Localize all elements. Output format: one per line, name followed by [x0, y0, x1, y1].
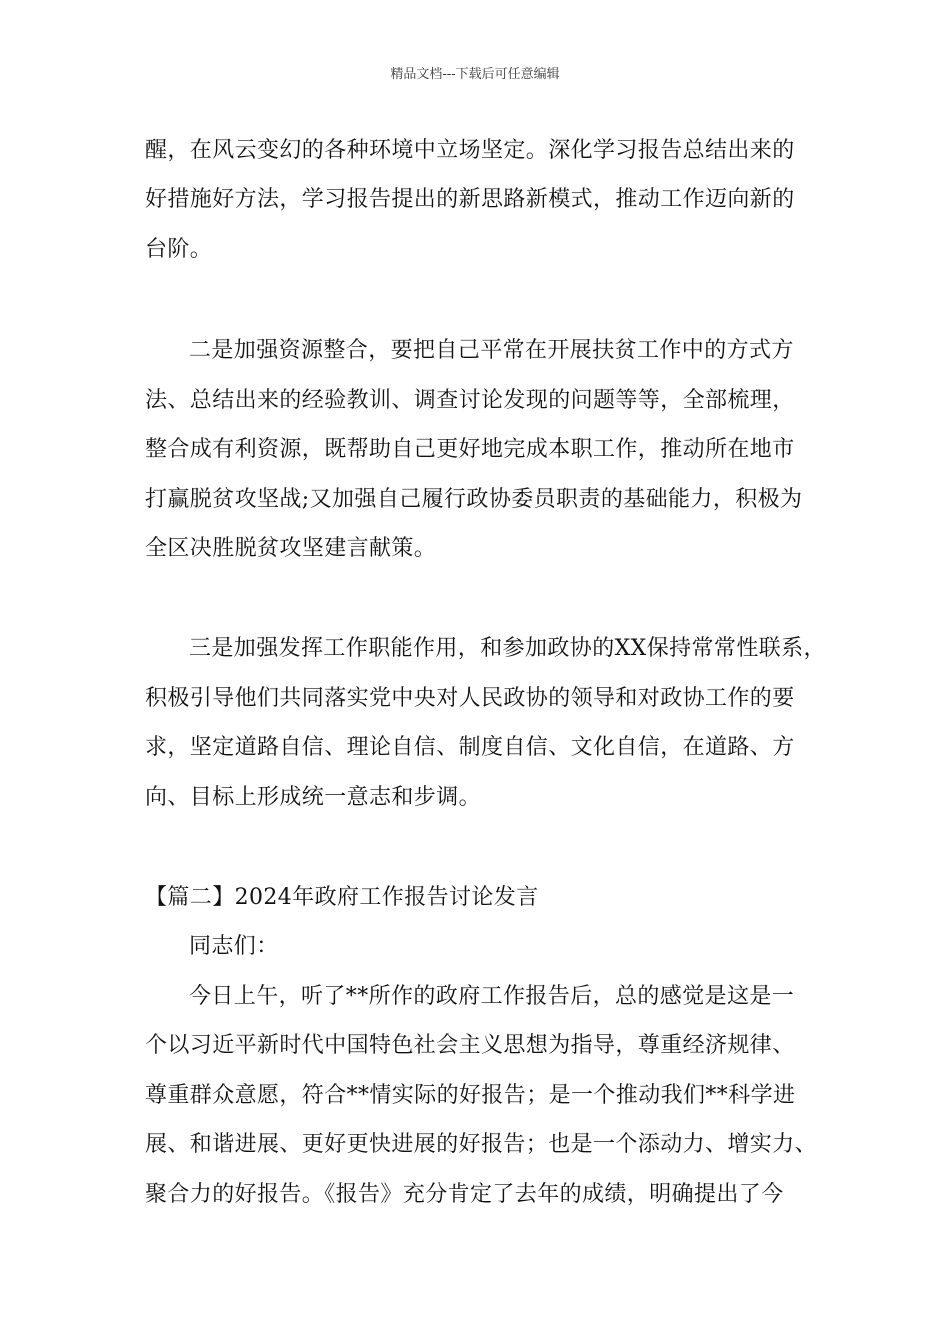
text-line-15: 今日上午，听了**所作的政府工作报告后，总的感觉是这是一 — [189, 984, 795, 1009]
text-line-5: 法、总结出来的经验教训、调查讨论发现的问题等等，全部梳理， — [145, 388, 795, 413]
text-line-9: 三是加强发挥工作职能作用，和参加政协的XX保持常常性联系， — [189, 636, 826, 661]
text-line-4: 二是加强资源整合，要把自己平常在开展扶贫工作中的方式方 — [189, 338, 794, 363]
text-line-14: 同志们： — [189, 934, 279, 959]
section-heading: 【篇二】2024年政府工作报告讨论发言 — [145, 885, 539, 910]
text-line-11: 求，坚定道路自信、理论自信、制度自信、文化自信，在道路、方 — [145, 735, 795, 760]
text-line-16: 个以习近平新时代中国特色社会主义思想为指导，尊重经济规律、 — [145, 1033, 795, 1058]
text-line-2: 好措施好方法，学习报告提出的新思路新模式，推动工作迈向新的 — [145, 187, 795, 212]
text-line-19: 聚合力的好报告。《报告》充分肯定了去年的成绩，明确提出了今 — [145, 1182, 784, 1207]
text-line-12: 向、目标上形成统一意志和步调。 — [145, 785, 482, 810]
text-line-1: 醒，在风云变幻的各种环境中立场坚定。深化学习报告总结出来的 — [145, 138, 795, 163]
text-line-7: 打赢脱贫攻坚战;又加强自己履行政协委员职责的基础能力，积极为 — [145, 487, 803, 512]
text-line-3: 台阶。 — [145, 237, 213, 262]
text-line-6: 整合成有利资源，既帮助自己更好地完成本职工作，推动所在地市 — [145, 437, 795, 462]
page-header: 精品文档---下载后可任意编辑 — [390, 67, 560, 82]
text-line-18: 展、和谐进展、更好更快进展的好报告；也是一个添动力、增实力、 — [145, 1132, 818, 1157]
text-line-10: 积极引导他们共同落实党中央对人民政协的领导和对政协工作的要 — [145, 686, 795, 711]
text-line-17: 尊重群众意愿，符合**情实际的好报告；是一个推动我们**科学进 — [145, 1083, 796, 1108]
text-line-8: 全区决胜脱贫攻坚建言献策。 — [145, 536, 437, 561]
